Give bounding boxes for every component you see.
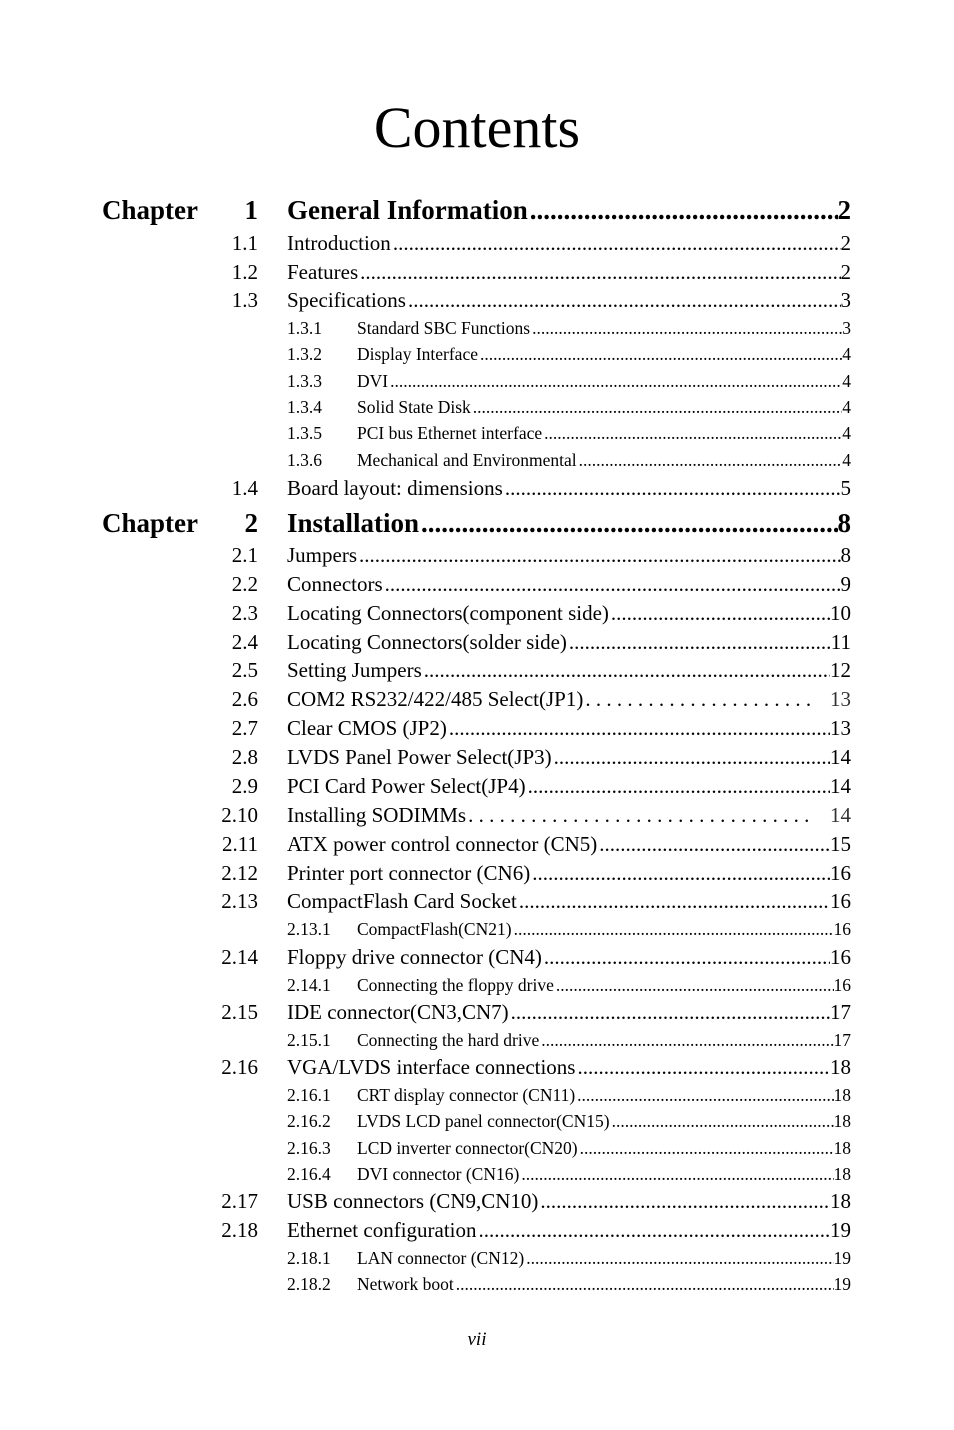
toc-entry-link[interactable] [357,448,851,472]
section-number: 1.4 [231,476,258,500]
toc-entry-level-1[interactable] [0,1053,954,1081]
toc-entry-level-1[interactable] [0,714,954,742]
entry-title: Connectors [287,572,383,596]
entry-title: CompactFlash(CN21) [357,919,512,939]
entry-page-number: 19 [833,1248,851,1268]
dot-leader [406,286,841,314]
subsection-number: 2.16.3 [287,1138,331,1158]
section-number: 2.18 [221,1218,258,1242]
section-number: 2.11 [222,832,258,856]
entry-title: ATX power control connector (CN5) [287,832,598,856]
dot-leader [503,474,841,502]
entry-title: Standard SBC Functions [357,318,531,338]
dot-leader [538,1187,830,1215]
toc-entry-level-2[interactable] [0,1028,954,1052]
toc-entry-link[interactable] [357,917,851,941]
toc-entry-level-2[interactable] [0,1109,954,1133]
entry-title: Printer port connector (CN6) [287,861,531,885]
toc-entry-link[interactable] [287,887,851,915]
dot-leader [357,541,841,569]
entry-page-number: 18 [830,1055,851,1079]
dot-leader [567,628,831,656]
entry-title: Installation [287,508,420,538]
toc-entry-link[interactable] [287,685,851,713]
toc-entry-link[interactable] [287,943,851,971]
entry-title: Installing SODIMMs [287,803,467,827]
toc-entry-level-1[interactable] [0,772,954,800]
toc-entry-level-1[interactable] [0,1187,954,1215]
section-number: 2.7 [231,716,258,740]
entry-title: PCI bus Ethernet interface [357,423,543,443]
toc-entry-link[interactable] [287,541,851,569]
entry-title: COM2 RS232/422/485 Select(JP1) [287,687,584,711]
subsection-number: 2.18.1 [287,1248,331,1268]
page-number: vii [467,1329,487,1350]
entry-title: Specifications [287,288,406,312]
toc-entry-level-2[interactable] [0,1272,954,1296]
toc-entry-level-1[interactable] [0,998,954,1026]
dot-leader [477,1216,830,1244]
dot-leader [509,998,830,1026]
dot-leader [542,421,842,445]
dot-leader [517,887,830,915]
entry-page-number: 17 [833,1030,851,1050]
toc-entry-level-2[interactable] [0,421,954,445]
section-number: 2.6 [231,687,258,711]
entry-title: Connecting the floppy drive [357,975,554,995]
entry-page-number: 4 [842,344,851,364]
entry-page-number: 13 [830,716,851,740]
entry-page-number: 16 [830,861,851,885]
toc-entry-link[interactable] [287,772,851,800]
entry-title: Ethernet configuration [287,1218,477,1242]
entry-title: Board layout: dimensions [287,476,503,500]
entry-page-number: 14 [830,774,851,798]
dot-leader [610,1109,834,1133]
toc-entry-link[interactable] [357,1083,851,1107]
subsection-number: 1.3.4 [287,397,322,417]
toc-entry-link[interactable] [287,1216,851,1244]
toc-entry-level-2[interactable] [0,973,954,997]
dot-leader [447,714,830,742]
dot-leader [609,599,830,627]
entry-title: DVI connector (CN16) [357,1164,520,1184]
dot-leader [578,1136,834,1160]
toc-entry-link[interactable] [287,830,851,858]
subsection-number: 2.15.1 [287,1030,331,1050]
toc-entry-link[interactable] [287,1187,851,1215]
chapter-number: 2 [244,508,258,538]
toc-entry-link[interactable] [357,342,851,366]
entry-title: Display Interface [357,344,478,364]
entry-page-number: 12 [830,658,851,682]
subsection-number: 1.3.1 [287,318,322,338]
subsection-number: 1.3.2 [287,344,322,364]
section-number: 2.10 [221,803,258,827]
toc-entry-link[interactable] [287,506,851,540]
section-number: 2.12 [221,861,258,885]
section-number: 2.1 [231,543,258,567]
toc-entry-level-2[interactable] [0,448,954,472]
subsection-number: 2.16.1 [287,1085,331,1105]
toc-entry-level-1[interactable] [0,656,954,684]
section-number: 1.2 [231,260,258,284]
toc-entry-level-1[interactable] [0,685,954,713]
toc-entry-link[interactable] [287,743,851,771]
toc-entry-link[interactable] [287,570,851,598]
section-number: 2.16 [221,1055,258,1079]
toc-entry-level-1[interactable] [0,570,954,598]
chapter-label: Chapter [102,508,198,538]
dot-leader [419,506,837,540]
dot-leader [530,859,830,887]
dot-leader [383,570,841,598]
section-number: 1.1 [231,231,258,255]
entry-title: CRT display connector (CN11) [357,1085,576,1105]
entry-page-number: 16 [830,889,851,913]
entry-page-number: 18 [830,1189,851,1213]
dot-leader [552,743,830,771]
entry-page-number: 11 [830,630,851,654]
toc-entry-link[interactable] [287,714,851,742]
toc-entry-link[interactable] [287,998,851,1026]
section-number: 2.13 [221,889,258,913]
toc-entry-level-2[interactable] [0,1083,954,1107]
subsection-number: 2.14.1 [287,975,331,995]
dot-leader [512,917,834,941]
subsection-number: 2.18.2 [287,1274,331,1294]
toc-entry-link[interactable] [287,656,851,684]
entry-title: DVI [357,371,389,391]
page-title: Contents [373,95,581,160]
toc-entry-level-2[interactable] [0,1246,954,1270]
section-number: 2.9 [231,774,258,798]
toc-entry-level-1[interactable] [0,887,954,915]
toc-entry-level-1[interactable] [0,743,954,771]
entry-title: VGA/LVDS interface connections [287,1055,576,1079]
dot-leader [575,1083,833,1107]
entry-page-number: 4 [842,397,851,417]
entry-page-number: 14 [830,745,851,769]
entry-page-number: 4 [842,450,851,470]
dot-leader [454,1272,834,1296]
toc-entry-link[interactable] [357,1162,851,1186]
subsection-number: 2.16.4 [287,1164,331,1184]
dot-leader [358,258,840,286]
toc-entry-link[interactable] [287,193,851,227]
entry-title: PCI Card Power Select(JP4) [287,774,526,798]
entry-title: Network boot [357,1274,454,1294]
entry-title: LVDS LCD panel connector(CN15) [357,1111,610,1131]
entry-page-number: 15 [830,832,851,856]
toc-entry-link[interactable] [357,421,851,445]
section-number: 2.2 [231,572,258,596]
dot-leader [519,1162,833,1186]
entry-page-number: 13 [830,687,851,711]
chapter-label: Chapter [102,195,198,225]
subsection-number: 1.3.5 [287,423,322,443]
entry-title: IDE connector(CN3,CN7) [287,1000,509,1024]
entry-page-number: 18 [833,1111,851,1131]
toc-entry-level-1[interactable] [0,1216,954,1244]
section-number: 2.14 [221,945,258,969]
toc-entry-level-1[interactable] [0,628,954,656]
entry-page-number: 16 [833,975,851,995]
toc-entry-link[interactable] [357,395,851,419]
toc-entry-level-2[interactable] [0,917,954,941]
dot-leader [583,685,814,713]
toc-entry-level-1[interactable] [0,830,954,858]
toc-entry-level-1[interactable] [0,859,954,887]
dot-leader [524,1246,833,1270]
entry-title: Locating Connectors(solder side) [287,630,567,654]
entry-page-number: 17 [830,1000,851,1024]
dot-leader [597,830,830,858]
entry-page-number: 5 [840,476,851,500]
dot-leader [478,342,842,366]
section-number: 2.8 [231,745,258,769]
section-number: 2.4 [231,630,258,654]
toc-entry-link[interactable] [287,1053,851,1081]
dot-leader [422,656,830,684]
entry-page-number: 19 [830,1218,851,1242]
toc-entry-level-1[interactable] [0,474,954,502]
entry-page-number: 9 [840,572,851,596]
entry-title: Locating Connectors(component side) [287,601,609,625]
entry-title: Mechanical and Environmental [357,450,577,470]
subsection-number: 2.13.1 [287,919,331,939]
entry-page-number: 4 [842,423,851,443]
entry-page-number: 2 [840,231,851,255]
entry-title: Floppy drive connector (CN4) [287,945,542,969]
entry-page-number: 4 [842,371,851,391]
toc-entry-link[interactable] [287,859,851,887]
section-number: 2.5 [231,658,258,682]
toc-entry-link[interactable] [357,316,851,340]
toc-entry-link[interactable] [287,229,851,257]
entry-title: CompactFlash Card Socket [287,889,517,913]
dot-leader [539,1028,833,1052]
entry-title: Features [287,260,359,284]
section-number: 1.3 [231,288,258,312]
toc-entry-link[interactable] [357,1272,851,1296]
entry-title: LVDS Panel Power Select(JP3) [287,745,552,769]
chapter-number: 1 [244,195,258,225]
toc-entry-link[interactable] [357,1028,851,1052]
toc-entry-level-2[interactable] [0,395,954,419]
toc-entry-link[interactable] [287,801,851,829]
entry-page-number: 3 [842,318,851,338]
entry-page-number: 3 [840,288,851,312]
entry-page-number: 8 [840,543,851,567]
toc-entry-level-2[interactable] [0,1136,954,1160]
dot-leader [388,369,842,393]
entry-page-number: 19 [833,1274,851,1294]
toc-entry-level-0[interactable] [0,193,954,227]
toc-entry-level-2[interactable] [0,1162,954,1186]
entry-title: Solid State Disk [357,397,471,417]
toc-entry-link[interactable] [357,973,851,997]
entry-page-number: 18 [833,1085,851,1105]
dot-leader [528,193,838,227]
dot-leader [554,973,834,997]
toc-entry-level-1[interactable] [0,258,954,286]
toc-entry-link[interactable] [357,1109,851,1133]
entry-page-number: 8 [837,508,851,538]
dot-leader [575,1053,830,1081]
toc-entry-level-1[interactable] [0,286,954,314]
entry-title: Clear CMOS (JP2) [287,716,447,740]
toc-entry-link[interactable] [287,474,851,502]
toc-entry-level-2[interactable] [0,316,954,340]
toc-entry-level-1[interactable] [0,229,954,257]
dot-leader [391,229,841,257]
entry-title: USB connectors (CN9,CN10) [287,1189,539,1213]
entry-title: Jumpers [287,543,357,567]
toc-entry-link[interactable] [357,1136,851,1160]
dot-leader [542,943,830,971]
subsection-number: 1.3.3 [287,371,322,391]
entry-title: LCD inverter connector(CN20) [357,1138,578,1158]
dot-leader [577,448,843,472]
entry-page-number: 18 [833,1164,851,1184]
dot-leader [530,316,842,340]
toc-entry-level-2[interactable] [0,369,954,393]
dot-leader [526,772,830,800]
toc-entry-link[interactable] [357,1246,851,1270]
entry-page-number: 18 [833,1138,851,1158]
toc-entry-link[interactable] [357,369,851,393]
section-number: 2.15 [221,1000,258,1024]
toc-entry-level-0[interactable] [0,506,954,540]
subsection-number: 2.16.2 [287,1111,331,1131]
entry-page-number: 16 [830,945,851,969]
entry-page-number: 2 [840,260,851,284]
toc-entry-level-1[interactable] [0,541,954,569]
entry-page-number: 14 [830,803,851,827]
entry-title: Connecting the hard drive [357,1030,540,1050]
toc-entry-link[interactable] [287,599,851,627]
subsection-number: 1.3.6 [287,450,322,470]
entry-title: Setting Jumpers [287,658,422,682]
toc-entry-link[interactable] [287,258,851,286]
entry-title: General Information [287,195,528,225]
section-number: 2.17 [221,1189,258,1213]
section-number: 2.3 [231,601,258,625]
entry-page-number: 16 [833,919,851,939]
toc-entry-link[interactable] [287,628,851,656]
entry-page-number: 10 [830,601,851,625]
toc-entry-link[interactable] [287,286,851,314]
toc-entry-level-1[interactable] [0,943,954,971]
dot-leader [471,395,842,419]
entry-title: LAN connector (CN12) [357,1248,525,1268]
toc-entry-level-2[interactable] [0,342,954,366]
toc-entry-level-1[interactable] [0,599,954,627]
toc-entry-level-1[interactable] [0,801,954,829]
entry-page-number: 2 [837,195,851,225]
dot-leader [466,801,814,829]
entry-title: Introduction [287,231,391,255]
